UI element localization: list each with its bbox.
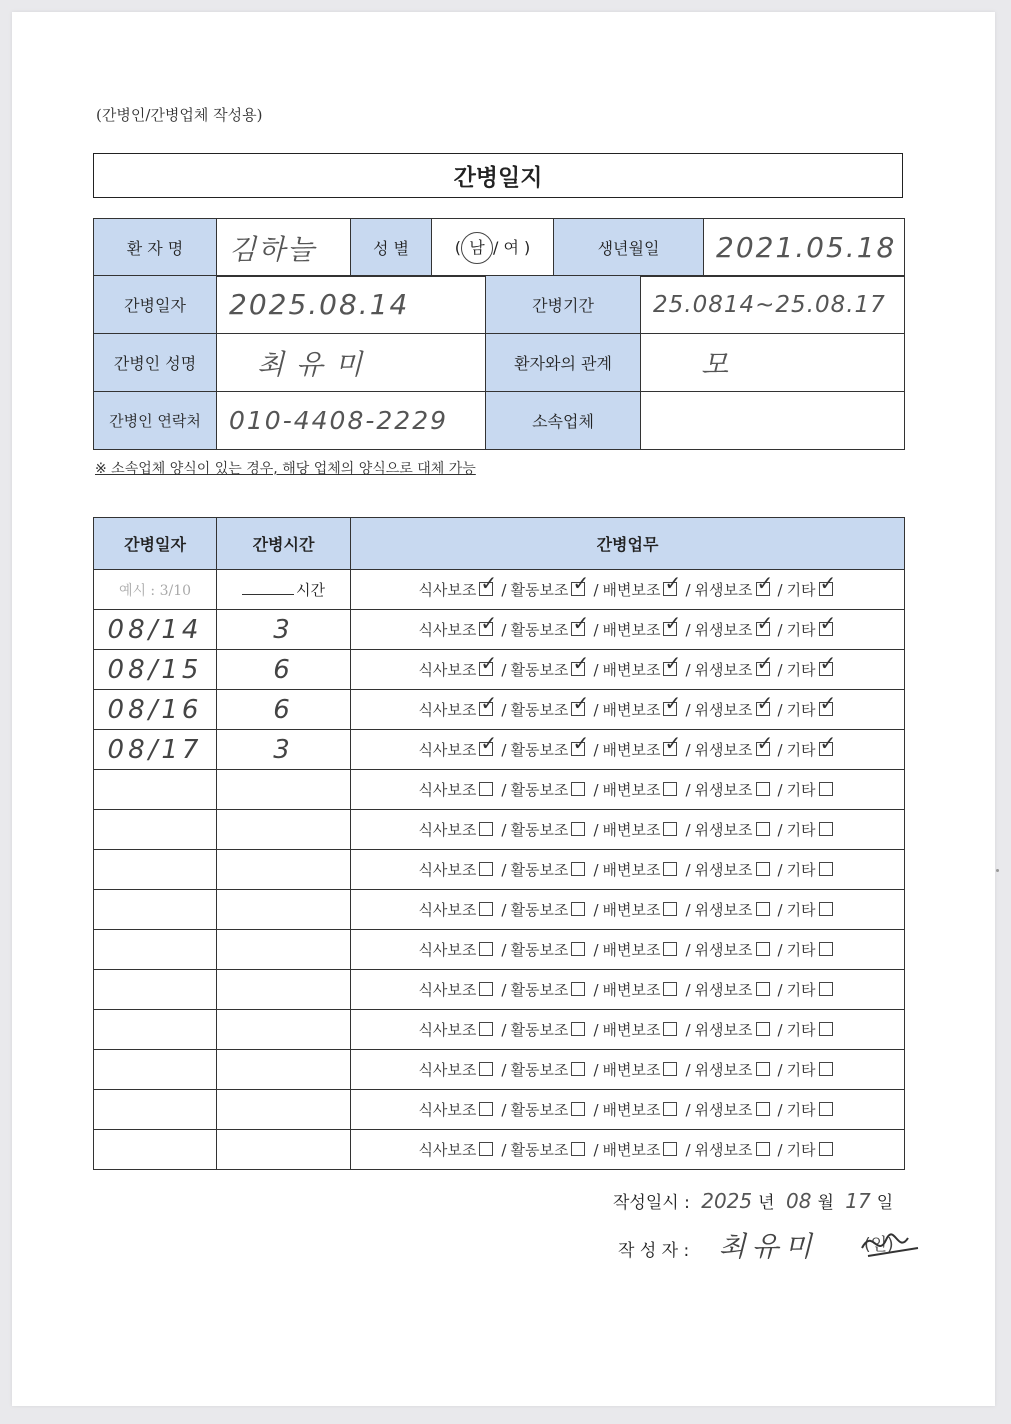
task-label: 배변보조 — [602, 1061, 661, 1079]
task-label: 기타 — [786, 741, 816, 759]
task-checkbox[interactable] — [756, 862, 770, 876]
task-checkbox[interactable] — [756, 622, 770, 636]
usage-note: (간병인/간병업체 작성용) — [96, 106, 263, 124]
task-label: 활동보조 — [510, 821, 569, 839]
log-date: 08/15 — [94, 650, 217, 690]
task-checkbox[interactable] — [756, 662, 770, 676]
task-label: 위생보조 — [694, 1061, 753, 1079]
task-checkbox[interactable] — [819, 582, 833, 596]
task-checkbox[interactable] — [663, 902, 677, 916]
log-row-empty — [94, 1090, 905, 1130]
log-hours[interactable] — [217, 850, 351, 890]
care-period-label: 간병기간 — [486, 276, 641, 334]
gender-value: ( 남 / 여 ) — [432, 219, 554, 277]
log-row-empty — [94, 1130, 905, 1170]
log-header-tasks: 간병업무 — [351, 518, 905, 570]
task-label: 기타 — [786, 781, 816, 799]
log-hours: 3 — [217, 610, 351, 650]
log-date[interactable] — [94, 1090, 217, 1130]
task-checkbox[interactable] — [819, 1022, 833, 1036]
task-label: 위생보조 — [694, 1021, 753, 1039]
log-tasks: 식사보조 / 활동보조 / 배변보조 / 위생보조 / 기타 — [351, 1130, 905, 1170]
task-checkbox[interactable] — [819, 982, 833, 996]
task-checkbox[interactable] — [571, 1022, 585, 1036]
care-period-value: 25.0814~25.08.17 — [641, 276, 905, 334]
log-hours[interactable] — [217, 890, 351, 930]
form-footnote: ※ 소속업체 양식이 있는 경우, 해당 업체의 양식으로 대체 가능 — [95, 461, 476, 477]
log-tasks: 식사보조 / 활동보조 / 배변보조 / 위생보조 / 기타 — [351, 1050, 905, 1090]
patient-name-value: 김하늘 — [217, 219, 351, 277]
log-tasks: 식사보조✓ / 활동보조✓ / 배변보조✓ / 위생보조✓ / 기타✓ — [351, 650, 905, 690]
task-label: 식사보조 — [418, 1021, 477, 1039]
task-checkbox[interactable] — [571, 782, 585, 796]
task-checkbox[interactable] — [663, 1142, 677, 1156]
task-checkbox[interactable] — [571, 902, 585, 916]
task-checkbox[interactable] — [819, 1062, 833, 1076]
birth-label: 생년월일 — [554, 219, 704, 277]
task-checkbox[interactable] — [663, 1022, 677, 1036]
log-row-empty — [94, 770, 905, 810]
log-tasks: 식사보조 / 활동보조 / 배변보조 / 위생보조 / 기타 — [351, 850, 905, 890]
log-row-empty — [94, 1010, 905, 1050]
log-hours: 6 — [217, 690, 351, 730]
task-checkbox[interactable] — [479, 982, 493, 996]
task-label: 위생보조 — [694, 941, 753, 959]
log-example-row — [94, 570, 905, 610]
task-checkbox[interactable] — [756, 942, 770, 956]
log-tasks: 식사보조✓ / 활동보조✓ / 배변보조✓ / 위생보조✓ / 기타✓ — [351, 730, 905, 770]
author-line — [618, 1225, 818, 1265]
task-checkbox[interactable] — [479, 742, 493, 756]
gender-label: 성 별 — [351, 219, 432, 277]
task-label: 기타 — [786, 1141, 816, 1159]
task-label: 배변보조 — [602, 781, 661, 799]
task-label: 위생보조 — [694, 701, 753, 719]
log-hours[interactable] — [217, 970, 351, 1010]
log-date: 08/16 — [94, 690, 217, 730]
task-label: 배변보조 — [602, 1101, 661, 1119]
task-label: 식사보조 — [418, 1061, 477, 1079]
log-date[interactable] — [94, 1130, 217, 1170]
task-checkbox[interactable] — [756, 742, 770, 756]
task-label: 기타 — [786, 581, 816, 599]
task-label: 기타 — [786, 861, 816, 879]
log-tasks: 식사보조 / 활동보조 / 배변보조 / 위생보조 / 기타 — [351, 970, 905, 1010]
task-checkbox[interactable] — [479, 1022, 493, 1036]
task-checkbox[interactable] — [479, 662, 493, 676]
task-checkbox[interactable] — [819, 662, 833, 676]
seal-text: (인) — [864, 1235, 894, 1255]
log-date[interactable] — [94, 770, 217, 810]
log-date[interactable] — [94, 850, 217, 890]
relation-value: 모 — [641, 334, 905, 392]
task-checkbox[interactable] — [663, 1062, 677, 1076]
relation-label: 환자와의 관계 — [486, 334, 641, 392]
log-hours: 6 — [217, 650, 351, 690]
task-label: 활동보조 — [510, 1021, 569, 1039]
task-label: 위생보조 — [694, 861, 753, 879]
document-title: 간병일지 — [93, 153, 903, 198]
gender-male-option: 남 — [461, 232, 493, 264]
task-label: 활동보조 — [510, 581, 569, 599]
seal-signature-mark — [858, 1218, 922, 1270]
task-checkbox[interactable] — [819, 742, 833, 756]
task-checkbox[interactable] — [819, 702, 833, 716]
task-label: 식사보조 — [418, 1141, 477, 1159]
caregiver-contact-value: 010-4408-2229 — [217, 392, 486, 450]
log-hours[interactable] — [217, 810, 351, 850]
task-checkbox[interactable] — [571, 982, 585, 996]
task-label: 활동보조 — [510, 981, 569, 999]
log-row — [94, 650, 905, 690]
task-label: 식사보조 — [418, 781, 477, 799]
log-date[interactable] — [94, 890, 217, 930]
task-label: 활동보조 — [510, 941, 569, 959]
log-hours[interactable] — [217, 930, 351, 970]
task-checkbox[interactable] — [479, 862, 493, 876]
log-hours[interactable] — [217, 1130, 351, 1170]
log-tasks: 식사보조 / 활동보조 / 배변보조 / 위생보조 / 기타 — [351, 770, 905, 810]
task-label: 식사보조 — [418, 1101, 477, 1119]
task-checkbox[interactable] — [571, 662, 585, 676]
task-checkbox[interactable] — [819, 822, 833, 836]
task-label: 식사보조 — [418, 701, 477, 719]
log-date[interactable] — [94, 1050, 217, 1090]
task-checkbox[interactable] — [571, 1142, 585, 1156]
log-tasks: 식사보조 / 활동보조 / 배변보조 / 위생보조 / 기타 — [351, 1010, 905, 1050]
task-label: 활동보조 — [510, 901, 569, 919]
task-checkbox[interactable] — [479, 942, 493, 956]
task-checkbox[interactable] — [663, 582, 677, 596]
task-checkbox[interactable] — [819, 902, 833, 916]
log-date: 08/14 — [94, 610, 217, 650]
task-checkbox[interactable] — [756, 782, 770, 796]
log-tasks: 식사보조 / 활동보조 / 배변보조 / 위생보조 / 기타 — [351, 890, 905, 930]
log-hours: 3 — [217, 730, 351, 770]
task-label: 식사보조 — [418, 901, 477, 919]
task-label: 기타 — [786, 1101, 816, 1119]
written-day: 17 — [845, 1189, 871, 1213]
log-hours[interactable] — [217, 770, 351, 810]
care-log-table — [93, 517, 905, 1170]
task-checkbox[interactable] — [479, 1062, 493, 1076]
log-date[interactable] — [94, 970, 217, 1010]
task-label: 기타 — [786, 901, 816, 919]
task-checkbox[interactable] — [571, 742, 585, 756]
log-tasks: 식사보조✓ / 활동보조✓ / 배변보조✓ / 위생보조✓ / 기타✓ — [351, 690, 905, 730]
task-checkbox[interactable] — [571, 1102, 585, 1116]
company-label: 소속업체 — [486, 392, 641, 450]
task-checkbox[interactable] — [663, 822, 677, 836]
task-checkbox[interactable] — [756, 1142, 770, 1156]
task-checkbox[interactable] — [479, 782, 493, 796]
log-row — [94, 690, 905, 730]
task-label: 활동보조 — [510, 781, 569, 799]
written-month: 08 — [785, 1189, 812, 1213]
written-date: 작성일시 : 2025 년 08 월 17 일 — [613, 1189, 894, 1213]
task-checkbox[interactable] — [479, 902, 493, 916]
example-date: 예시 : 3/10 — [94, 570, 217, 610]
task-label: 배변보조 — [602, 1021, 661, 1039]
log-row-empty — [94, 850, 905, 890]
task-label: 위생보조 — [694, 581, 753, 599]
task-checkbox[interactable] — [479, 1102, 493, 1116]
log-header-hours: 간병시간 — [217, 518, 351, 570]
log-tasks: 식사보조 / 활동보조 / 배변보조 / 위생보조 / 기타 — [351, 930, 905, 970]
company-value — [641, 392, 905, 450]
task-label: 활동보조 — [510, 661, 569, 679]
task-label: 위생보조 — [694, 781, 753, 799]
task-checkbox[interactable] — [819, 942, 833, 956]
task-label: 식사보조 — [418, 861, 477, 879]
log-tasks: 식사보조 / 활동보조 / 배변보조 / 위생보조 / 기타 — [351, 1090, 905, 1130]
written-year: 2025 — [701, 1189, 753, 1213]
task-checkbox[interactable] — [571, 942, 585, 956]
task-checkbox[interactable] — [479, 622, 493, 636]
task-label: 식사보조 — [418, 941, 477, 959]
task-checkbox[interactable] — [756, 902, 770, 916]
task-label: 위생보조 — [694, 1141, 753, 1159]
task-checkbox[interactable] — [571, 582, 585, 596]
scan-speck — [996, 869, 999, 872]
author-label: 작 성 자 : — [618, 1241, 690, 1261]
task-checkbox[interactable] — [663, 862, 677, 876]
task-checkbox[interactable] — [571, 1062, 585, 1076]
caregiver-name-label: 간병인 성명 — [94, 334, 217, 392]
log-row-empty — [94, 810, 905, 850]
log-date[interactable] — [94, 930, 217, 970]
task-label: 기타 — [786, 701, 816, 719]
care-log-body — [94, 570, 905, 1170]
task-checkbox[interactable] — [819, 1142, 833, 1156]
task-label: 식사보조 — [418, 981, 477, 999]
task-label: 기타 — [786, 1021, 816, 1039]
task-checkbox[interactable] — [756, 1062, 770, 1076]
task-label: 배변보조 — [602, 741, 661, 759]
care-date-label: 간병일자 — [94, 276, 217, 334]
task-label: 활동보조 — [510, 1141, 569, 1159]
task-checkbox[interactable] — [819, 622, 833, 636]
task-label: 기타 — [786, 941, 816, 959]
patient-info-table — [93, 218, 905, 277]
task-checkbox[interactable] — [756, 1022, 770, 1036]
task-label: 위생보조 — [694, 621, 753, 639]
log-row-empty — [94, 970, 905, 1010]
task-checkbox[interactable] — [756, 582, 770, 596]
task-checkbox[interactable] — [756, 702, 770, 716]
task-checkbox[interactable] — [571, 622, 585, 636]
task-checkbox[interactable] — [479, 582, 493, 596]
task-checkbox[interactable] — [663, 702, 677, 716]
log-header-date: 간병일자 — [94, 518, 217, 570]
task-label: 식사보조 — [418, 821, 477, 839]
task-checkbox[interactable] — [819, 782, 833, 796]
example-tasks: 식사보조✓ / 활동보조✓ / 배변보조✓ / 위생보조✓ / 기타✓ — [351, 570, 905, 610]
caregiver-name-value: 최유미 — [217, 334, 486, 392]
patient-name-label: 환 자 명 — [94, 219, 217, 277]
task-checkbox[interactable] — [479, 822, 493, 836]
gender-female-option: 여 — [503, 237, 519, 257]
task-label: 배변보조 — [602, 581, 661, 599]
author-signature: 최유미 — [718, 1230, 818, 1263]
task-checkbox[interactable] — [756, 1102, 770, 1116]
task-label: 위생보조 — [694, 661, 753, 679]
birth-value: 2021.05.18 — [704, 219, 905, 277]
task-label: 식사보조 — [418, 581, 477, 599]
task-label: 배변보조 — [602, 1141, 661, 1159]
log-tasks: 식사보조✓ / 활동보조✓ / 배변보조✓ / 위생보조✓ / 기타✓ — [351, 610, 905, 650]
log-row-empty — [94, 890, 905, 930]
task-label: 기타 — [786, 1061, 816, 1079]
log-row-empty — [94, 1050, 905, 1090]
log-date[interactable] — [94, 1010, 217, 1050]
log-row-empty — [94, 930, 905, 970]
caregiver-contact-label: 간병인 연락처 — [94, 392, 217, 450]
task-checkbox[interactable] — [663, 982, 677, 996]
task-label: 기타 — [786, 981, 816, 999]
task-checkbox[interactable] — [663, 742, 677, 756]
task-checkbox[interactable] — [479, 1142, 493, 1156]
task-checkbox[interactable] — [571, 822, 585, 836]
task-label: 위생보조 — [694, 901, 753, 919]
task-label: 식사보조 — [418, 661, 477, 679]
log-row — [94, 610, 905, 650]
task-label: 배변보조 — [602, 941, 661, 959]
care-info-table — [93, 275, 905, 450]
log-date[interactable] — [94, 810, 217, 850]
task-checkbox[interactable] — [819, 862, 833, 876]
log-hours[interactable] — [217, 1090, 351, 1130]
log-hours[interactable] — [217, 1050, 351, 1090]
task-label: 위생보조 — [694, 741, 753, 759]
task-label: 활동보조 — [510, 741, 569, 759]
task-label: 활동보조 — [510, 1061, 569, 1079]
task-label: 기타 — [786, 621, 816, 639]
task-label: 활동보조 — [510, 861, 569, 879]
task-checkbox[interactable] — [663, 622, 677, 636]
task-checkbox[interactable] — [479, 702, 493, 716]
task-label: 식사보조 — [418, 741, 477, 759]
task-checkbox[interactable] — [756, 822, 770, 836]
task-label: 위생보조 — [694, 1101, 753, 1119]
task-checkbox[interactable] — [663, 662, 677, 676]
task-checkbox[interactable] — [571, 862, 585, 876]
task-checkbox[interactable] — [571, 702, 585, 716]
task-label: 식사보조 — [418, 621, 477, 639]
task-checkbox[interactable] — [663, 1102, 677, 1116]
task-label: 배변보조 — [602, 821, 661, 839]
task-label: 활동보조 — [510, 621, 569, 639]
task-label: 기타 — [786, 821, 816, 839]
task-label: 활동보조 — [510, 1101, 569, 1119]
task-label: 기타 — [786, 661, 816, 679]
task-checkbox[interactable] — [663, 782, 677, 796]
log-tasks: 식사보조 / 활동보조 / 배변보조 / 위생보조 / 기타 — [351, 810, 905, 850]
example-hours: 시간 — [217, 570, 351, 610]
task-label: 배변보조 — [602, 901, 661, 919]
written-date-label: 작성일시 : — [613, 1193, 690, 1213]
task-label: 활동보조 — [510, 701, 569, 719]
task-label: 배변보조 — [602, 981, 661, 999]
task-checkbox[interactable] — [819, 1102, 833, 1116]
task-label: 배변보조 — [602, 621, 661, 639]
task-label: 배변보조 — [602, 661, 661, 679]
task-label: 위생보조 — [694, 821, 753, 839]
task-label: 위생보조 — [694, 981, 753, 999]
task-label: 배변보조 — [602, 861, 661, 879]
task-label: 배변보조 — [602, 701, 661, 719]
care-date-value: 2025.08.14 — [217, 276, 486, 334]
task-checkbox[interactable] — [663, 942, 677, 956]
log-hours[interactable] — [217, 1010, 351, 1050]
task-checkbox[interactable] — [756, 982, 770, 996]
log-row — [94, 730, 905, 770]
log-date: 08/17 — [94, 730, 217, 770]
